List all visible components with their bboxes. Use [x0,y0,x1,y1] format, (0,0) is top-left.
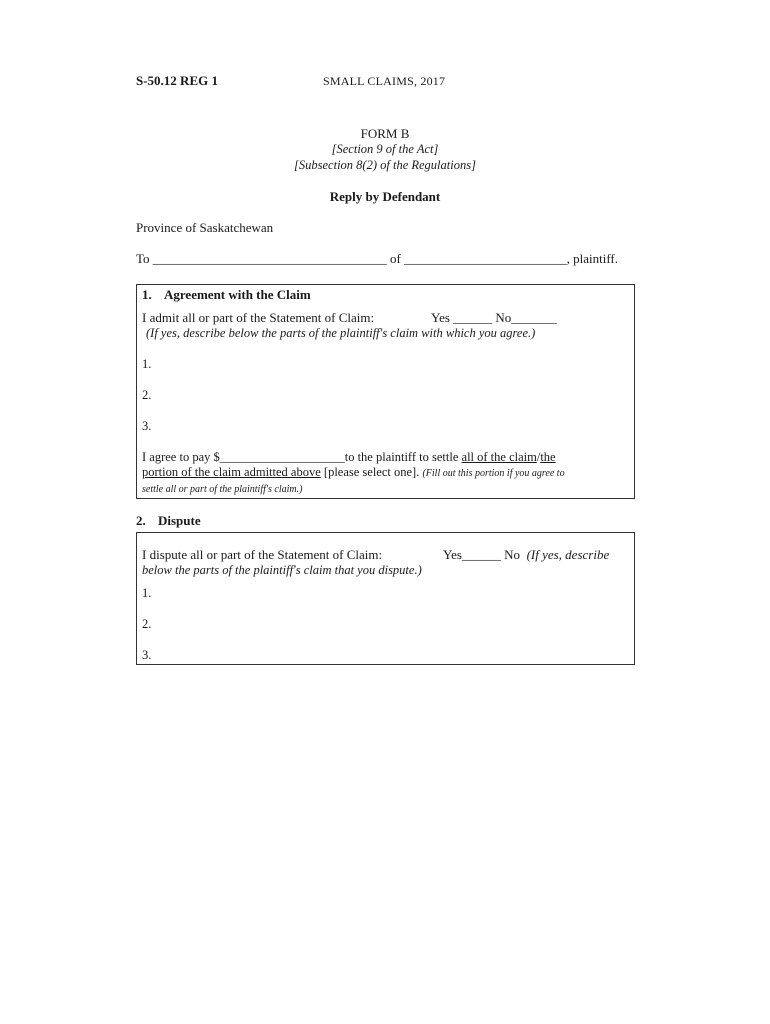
dispute-instruction-1: (If yes, describe [526,547,610,562]
section2-title: Dispute [158,513,201,528]
section1-title: Agreement with the Claim [164,287,311,302]
section-reference: [Section 9 of the Act] [331,142,439,156]
subsection-reference: [Subsection 8(2) of the Regulations] [294,158,476,172]
dispute-instruction-2: below the parts of the plaintiff's claim that you dispute.) [142,563,422,577]
to-plaintiff-line: To ____________________________________ of _________________________, plaintiff. [136,251,619,266]
regulation-code: S-50.12 REG 1 [136,73,218,88]
form-title: Reply by Defendant [329,189,441,204]
option-the[interactable]: the [540,450,556,464]
province-line: Province of Saskatchewan [136,220,274,235]
dispute-item-2[interactable]: 2. [142,617,152,631]
form-name: FORM B [360,126,410,141]
dispute-item-3[interactable]: 3. [142,648,152,662]
fill-note-1: (Fill out this portion if you agree to [422,468,565,479]
option-all-of-claim[interactable]: all of the claim [461,450,537,464]
option-slash: / [536,450,541,464]
section1-number: 1. [142,287,152,302]
running-title: SMALL CLAIMS, 2017 [323,74,446,88]
dispute-question: I dispute all or part of the Statement of Claim: [142,547,383,562]
section1-heading [142,287,311,303]
admit-question: I admit all or part of the Statement of Claim: [142,310,375,325]
select-one-text: [please select one]. [320,465,423,479]
dispute-yes-no-line [443,547,609,563]
dispute-yes-no[interactable]: Yes______ No [443,547,521,562]
fill-note-2: settle all or part of the plaintiff's claim.) [142,484,303,495]
agree-item-2[interactable]: 2. [142,388,152,402]
admit-yes-no[interactable]: Yes ______ No_______ [431,310,557,325]
option-portion-admitted[interactable]: portion of the claim admitted above [142,465,321,479]
agree-pay-line [142,450,556,465]
agree-pay-prefix[interactable]: I agree to pay $____________________to the plaintiff to settle [142,450,462,464]
agree-pay-line-2 [142,465,565,480]
agree-item-3[interactable]: 3. [142,419,152,433]
section2-heading [136,513,201,529]
dispute-item-1[interactable]: 1. [142,586,152,600]
agree-item-1[interactable]: 1. [142,357,152,371]
admit-instruction: (If yes, describe below the parts of the plaintiff's claim with which you agree.) [146,326,536,340]
section2-number: 2. [136,513,146,528]
